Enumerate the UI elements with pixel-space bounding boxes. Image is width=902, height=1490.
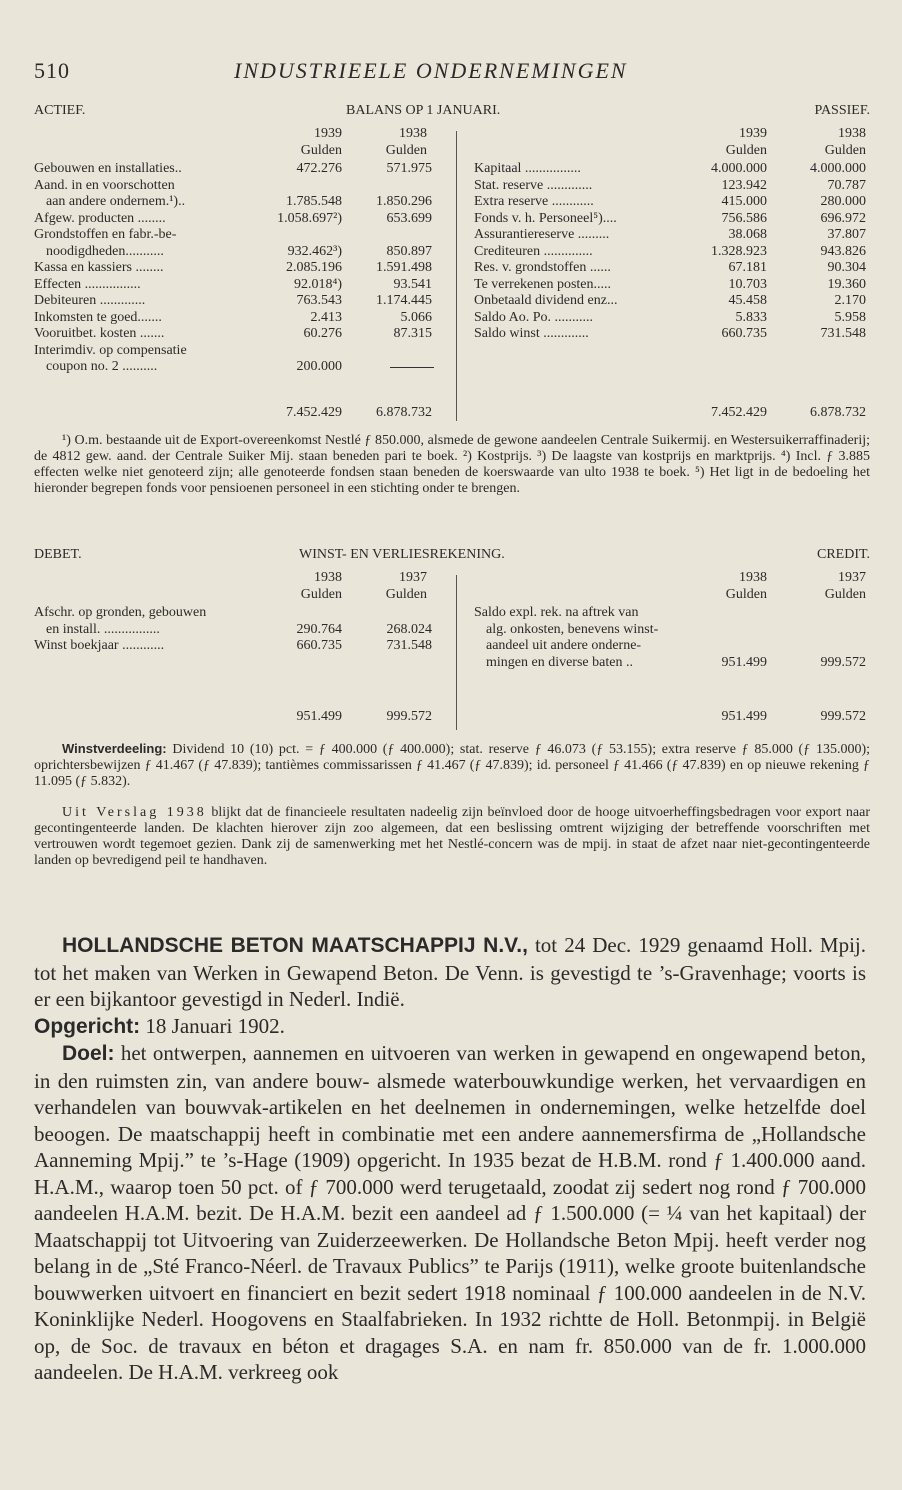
verslag-text: blijkt dat de financieele resultaten nadeelig zijn beïnvloed door de hooge uitvoerheffingsbedragen voor export naar gecontingenteerde landen. De klachten hierover zijn zoo algemeen, dat een beslissing omtrent wijziging der betreffende voorschriften met vertrouwen wordt tegemoet gezien. Dank zij de samenwerking met het Nestlé-concern was de mpij. in staat de afzet naar niet-gecontingenteerde landen op bevredigend peil te handhaven. [34, 805, 871, 868]
row-label: Saldo winst ............. [474, 326, 589, 341]
value-1938: 87.315 [393, 326, 432, 341]
value-1939: 60.276 [303, 326, 342, 341]
table-row [34, 277, 870, 294]
table-row [34, 343, 870, 360]
unit-header: Gulden [725, 587, 767, 602]
company-name: HOLLANDSCHE BETON MAATSCHAPPIJ N.V., [62, 934, 528, 957]
unit-header: Gulden [385, 587, 427, 602]
value-1939: 472.276 [296, 161, 342, 176]
balans-title: BALANS OP 1 JANUARI. [346, 103, 501, 118]
row-label: Vooruitbet. kosten ....... [34, 326, 165, 341]
value-1937: 268.024 [386, 621, 432, 637]
value-1939: 415.000 [721, 194, 767, 209]
row-label: Extra reserve ............ [474, 194, 594, 209]
running-title: INDUSTRIEELE ONDERNEMINGEN [234, 58, 628, 83]
value-1938: 696.972 [820, 210, 866, 226]
value-1939: 1.328.923 [711, 243, 767, 259]
unit-header: Gulden [300, 143, 342, 158]
page-number: 510 [34, 58, 70, 83]
value-1939: 67.181 [728, 260, 767, 275]
value-1937: 731.548 [386, 638, 432, 653]
row-label: Res. v. grondstoffen ...... [474, 260, 611, 275]
table-row [34, 293, 870, 310]
unit-header: Gulden [725, 143, 767, 158]
row-label: Saldo expl. rek. na aftrek van [474, 605, 639, 620]
passief-label: PASSIEF. [814, 103, 870, 118]
value-1939: 123.942 [721, 177, 767, 193]
passief-total-1938: 6.878.732 [810, 405, 866, 420]
row-label: noodigdheden........... [46, 243, 164, 259]
row-label: mingen en diverse baten .. [486, 654, 633, 670]
value-1938: 4.000.000 [810, 161, 866, 176]
value-1938: 951.499 [721, 654, 767, 670]
row-label: Effecten ................ [34, 276, 141, 292]
winstverdeeling-label: Winstverdeeling: [62, 741, 167, 756]
opgericht-label: Opgericht: [34, 1014, 141, 1038]
actief-total-1939: 7.452.429 [286, 405, 342, 420]
balans-footnotes: ¹) O.m. bestaande uit de Export-overeenkomst Nestlé ƒ 850.000, alsmede de gewone aandeelen Centrale Suikermij. en Westersuikerraffinaderij; de 4812 gew. aand. der Centrale Suiker Mij. staan beneden pari te boek. ²) Kostprijs. ³) De laagste van kostprijs en marktprijs. ⁴) Incl. ƒ 3.885 effecten welke niet genoteerd zijn; alle genoteerde fondsen staan beneden de koerswaarde van ulto 1938 te boek. ⁵) Het ligt in de bedoeling het hieronder begrepen fonds voor pensioenen personeel in een stichting onder te brengen. [34, 433, 870, 496]
page-header [34, 58, 870, 88]
row-label: Aand. in en voorschotten [34, 177, 175, 193]
credit-total-1938: 951.499 [721, 709, 767, 724]
value-1939: 763.543 [296, 293, 342, 308]
value-1939: 38.068 [728, 227, 767, 242]
table-row [34, 622, 870, 639]
row-label: alg. onkosten, benevens winst- [486, 621, 659, 637]
value-1938: 660.735 [296, 638, 342, 653]
row-label: Stat. reserve ............. [474, 177, 593, 193]
doel-label: Doel: [62, 1042, 115, 1065]
value-1938: 850.897 [386, 243, 432, 259]
row-label: Saldo Ao. Po. ........... [474, 309, 594, 325]
verslag [34, 805, 870, 869]
row-label: Afgew. producten ........ [34, 210, 166, 226]
table-row [34, 326, 870, 343]
value-1937: 999.572 [820, 654, 866, 670]
year-header: 1938 [314, 570, 342, 585]
unit-header: Gulden [385, 143, 427, 158]
verslag-label: Uit Verslag 1938 [62, 805, 207, 820]
table-row [34, 310, 870, 327]
row-label: Kassa en kassiers ........ [34, 260, 164, 275]
value-1939: 756.586 [721, 210, 767, 226]
row-label: aandeel uit andere onderne- [486, 638, 642, 653]
actief-total-1938: 6.878.732 [376, 405, 432, 420]
opgericht-value: 18 Januari 1902. [140, 1013, 285, 1038]
unit-header: Gulden [300, 587, 342, 602]
table-row [34, 178, 870, 195]
column-divider [456, 575, 457, 730]
value-1939: 10.703 [728, 276, 767, 292]
row-label: aan andere ondernem.¹).. [46, 194, 186, 209]
unit-header: Gulden [824, 587, 866, 602]
table-row [34, 244, 870, 261]
year-header: 1937 [838, 570, 866, 585]
winst-section [34, 547, 870, 732]
row-label: Grondstoffen en fabr.-be- [34, 227, 177, 242]
value-1939: 660.735 [721, 326, 767, 341]
row-label: en install. ................ [46, 621, 160, 637]
company-entry [34, 932, 866, 1386]
table-row [34, 194, 870, 211]
actief-label: ACTIEF. [34, 103, 86, 118]
value-1938: 37.807 [827, 227, 866, 242]
value-1939: 1.785.548 [286, 194, 342, 209]
row-label: Crediteuren .............. [474, 243, 593, 259]
value-1938: 5.958 [834, 309, 866, 325]
value-1939: 200.000 [296, 359, 342, 374]
row-label: Te verrekenen posten..... [474, 276, 612, 292]
value-1938: 943.826 [820, 243, 866, 259]
row-label: Gebouwen en installaties.. [34, 161, 182, 176]
table-row [34, 655, 870, 672]
winst-title: WINST- EN VERLIESREKENING. [299, 547, 505, 562]
row-label: Inkomsten te goed....... [34, 309, 162, 325]
value-1938: 19.360 [827, 276, 866, 292]
table-row [34, 605, 870, 622]
row-label: Onbetaald dividend enz... [474, 293, 618, 308]
value-1938: 93.541 [393, 276, 432, 292]
value-1938: 70.787 [827, 177, 866, 193]
value-1938: 1.591.498 [376, 260, 432, 275]
passief-total-1939: 7.452.429 [711, 405, 767, 420]
unit-header: Gulden [824, 143, 866, 158]
row-label: Winst boekjaar ............ [34, 638, 165, 653]
value-1938: 5.066 [400, 309, 432, 325]
year-header: 1939 [739, 126, 767, 141]
value-1939: 45.458 [728, 293, 767, 308]
value-1939: 5.833 [735, 309, 767, 325]
year-header: 1939 [314, 126, 342, 141]
value-1939: 2.085.196 [286, 260, 342, 275]
table-row [34, 260, 870, 277]
row-label: Afschr. op gronden, gebouwen [34, 605, 207, 620]
doel-text: het ontwerpen, aannemen en uitvoeren van werken in gewapend en ongewapend beton, in den ruimsten zin, van andere bouw- alsmede waterbouwkundige werken, het vervaardigen en verhandelen van bouwvak-artikelen en het deelnemen in ondernemingen, welke hetzelfde doel beoogen. De maatschappij heeft in combinatie met een andere aannemersfirma de „Hollandsche Aanneming Mpij.” te ’s-Hage (1909) opgericht. In 1935 bezat de H.B.M. rond ƒ 1.400.000 aand. H.A.M., waarop toen 50 pct. of ƒ 700.000 werd terugetaald, zoodat zij sedert nog rond ƒ 700.000 aandeelen H.A.M. bezit. De H.A.M. bezit een aandeel ad ƒ 1.500.000 (= ¼ van het kapitaal) der Maatschappij tot Uitvoering van Zuiderzeewerken. De Hollandsche Beton Mpij. heeft verder nog belang in de „Sté Franco-Néerl. de Travaux Publics” te Parijs (1911), welke groote buitenlandsche bouwwerken uitvoert en financiert en bezit sedert 1918 nominaal ƒ 100.000 aandeelen in de N.V. Koninklijke Nederl. Hoogovens en Staalfabrieken. In 1932 richtte de Holl. Betonmpij. in België op, de Soc. de travaux en béton et dragages S.A. en nam fr. 850.000 van de fr. 1.000.000 aandeelen. De H.A.M. verkreeg ook [34, 1041, 866, 1384]
debet-total-1938: 951.499 [296, 709, 342, 724]
row-label: Fonds v. h. Personeel⁵).... [474, 210, 617, 226]
balans-section [34, 103, 870, 423]
debet-total-1937: 999.572 [386, 709, 432, 724]
credit-label: CREDIT. [816, 547, 870, 562]
credit-total-1937: 999.572 [820, 709, 866, 724]
winstverdeeling-text: Dividend 10 (10) pct. = ƒ 400.000 (ƒ 400.000); stat. reserve ƒ 46.073 (ƒ 53.155); extra reserve ƒ 85.000 (ƒ 135.000); oprichtersbewijzen ƒ 41.467 (ƒ 47.839); tantièmes commissarissen ƒ 41.467 (ƒ 47.839); id. personeel ƒ 41.466 (ƒ 47.839) en op nieuwe rekening ƒ 11.095 (ƒ 5.832). [34, 742, 870, 789]
value-1939: 932.462³) [287, 243, 342, 259]
value-1938: 2.170 [834, 293, 866, 308]
table-row [34, 211, 870, 228]
value-1938: 1.850.296 [376, 194, 432, 209]
company-intro: tot 24 Dec. 1929 genaamd Holl. Mpij. tot het maken van Werken in Gewapend Beton. De Venn. is gevestigd te ’s-Gravenhage; voorts is er een bijkantoor gevestigd in Nederl. Indië. [34, 933, 867, 1011]
column-divider [456, 131, 457, 421]
debet-label: DEBET. [34, 547, 82, 562]
year-header: 1937 [399, 570, 427, 585]
value-1939: 1.058.697²) [277, 210, 342, 226]
winstverdeeling [34, 741, 870, 790]
dash-mark [390, 367, 434, 368]
value-1938: 290.764 [296, 621, 342, 637]
value-1938: 1.174.445 [376, 293, 432, 308]
year-header: 1938 [739, 570, 767, 585]
value-1938: 571.975 [386, 161, 432, 176]
table-row [34, 161, 870, 178]
table-row [34, 227, 870, 244]
value-1939: 92.018⁴) [293, 276, 342, 292]
value-1938: 280.000 [820, 194, 866, 209]
year-header: 1938 [838, 126, 866, 141]
value-1938: 90.304 [827, 260, 866, 275]
value-1938: 653.699 [386, 210, 432, 226]
value-1939: 2.413 [310, 309, 342, 325]
row-label: Debiteuren ............. [34, 293, 146, 308]
row-label: Kapitaal ................ [474, 161, 581, 176]
year-header: 1938 [399, 126, 427, 141]
value-1939: 4.000.000 [711, 161, 767, 176]
row-label: Interimdiv. op compensatie [34, 342, 187, 358]
table-row [34, 359, 870, 376]
row-label: Assurantiereserve ......... [474, 227, 610, 242]
row-label: coupon no. 2 .......... [46, 359, 158, 374]
value-1938: 731.548 [820, 326, 866, 341]
table-row [34, 638, 870, 655]
